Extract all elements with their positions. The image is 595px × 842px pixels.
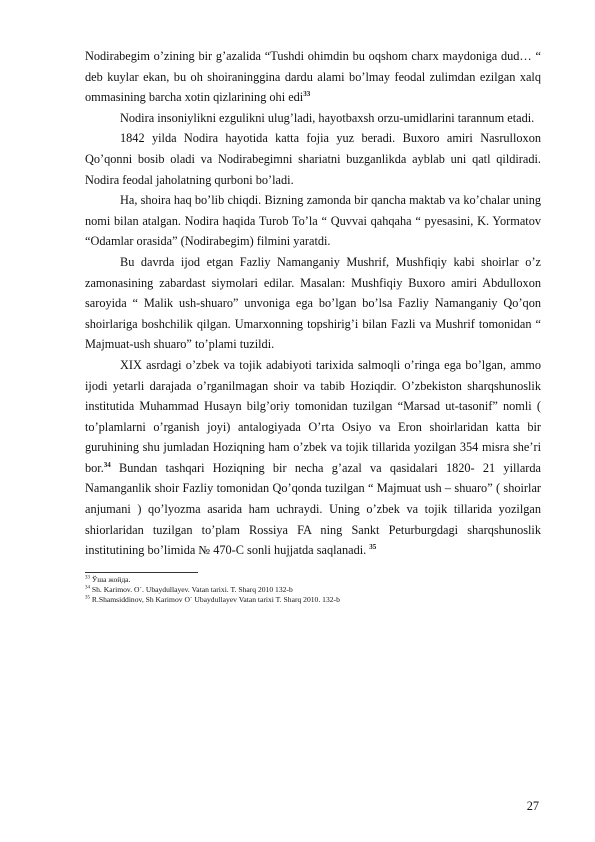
paragraph-4	[85, 190, 541, 252]
footnote-separator	[85, 572, 198, 573]
paragraph-text: 1842 yilda Nodira hayotida katta fojia yuz beradi. Buxoro amiri Nasrulloxon Qo’qonni bosib oladi va Nodirabegimni shariatni buzganlikda ayblab uni qatl qildiradi. Nodira feodal jaholatning qurboni bo’ladi.	[85, 131, 541, 187]
footnotes	[85, 575, 541, 605]
paragraph-6	[85, 355, 541, 561]
footnote-number: 35	[85, 595, 90, 601]
footnote-number: 34	[85, 585, 90, 591]
paragraph-3	[85, 128, 541, 190]
footnote-text: R.Shamsiddinov, Sh Karimov O` Ubaydullayev Vatan tarixi T. Sharq 2010. 132-b	[91, 594, 340, 604]
footnote-text: Sh. Karimov. O`. Ubaydullayev. Vatan tarixi. T. Sharq 2010 132-b	[91, 584, 293, 594]
document-body	[85, 46, 541, 605]
paragraph-text: Bu davrda ijod etgan Fazliy Namanganiy Mushrif, Mushfiqiy kabi shoirlar o’z zamonasining zabardast siymolari edilar. Masalan: Mushfiqiy Buxoro amiri Abdulloxon saroyida “ Malik ush-shuaro” unvoniga ega bo’lgan bo’lsa Fazliy Namanganiy Qo’qon shoirlariga boshchilik qilgan. Umarxonning topshirig’i bilan Fazli va Mushrif tomonidan “ Majmuat-ush shuaro” to’plami tuzildi.	[85, 254, 541, 352]
footnote-ref-33[interactable]: 33	[303, 90, 311, 99]
footnote-number: 33	[85, 575, 90, 581]
footnote-35	[85, 595, 541, 605]
paragraph-1	[85, 46, 541, 108]
footnote-33	[85, 575, 541, 585]
paragraph-text: Ha, shoira haq bo’lib chiqdi. Bizning zamonda bir qancha maktab va ko’chalar uning nomi bilan atalgan. Nodira haqida Turob To’la “ Quvvai qahqaha “ pyesasini, K. Yormatov “Odamlar orasida” (Nodirabegim) filmini yaratdi.	[85, 193, 541, 249]
paragraph-5	[85, 252, 541, 355]
paragraph-text-tail: Bundan tashqari Hoziqning bir necha g’azal va qasidalari 1820- 21 yillarda Namanganlik shoir Fazliy tomonidan Qo’qonda tuzilgan “ Majmuat ush – shuaro” ( shoirlar anjumani ) qo’lyozma asarida ham uchraydi. Uning o’zbek va tojik tillarida yozilgan shiorlaridan tuzilgan to’plam Rossiya FA ning Sankt Peturburgdagi sharqshunoslik institutining bo’limida № 470-C sonli hujjatda saqlanadi.	[85, 460, 541, 558]
footnote-34	[85, 585, 541, 595]
paragraph-text: Nodira insoniylikni ezgulikni ulug’ladi, hayotbaxsh orzu-umidlarini tarannum etadi.	[120, 110, 535, 125]
footnote-text: Ўша жойда.	[91, 574, 131, 584]
paragraph-text: XIX asrdagi o’zbek va tojik adabiyoti tarixida salmoqli o’ringa ega bo’lgan, ammo ijodi yetarli darajada o’rganilmagan shoir va tabib Hoziqdir. O’zbekiston sharqshunoslik institutida Muhammad Husayn bilg’oriy tomonidan tuzilgan “Marsad ut-tasonif” nomli ( to’plamlarni o’rganish joyi) antalogiyada O’rta Osiyo va Eron shoirlaridan katta bir guruhining shu jumladan Hoziqning ham o’zbek va tojik tillarida yozilgan 354 misra she’ri bor.	[85, 357, 541, 475]
page-number: 27	[526, 799, 539, 813]
footnote-ref-34[interactable]: 34	[103, 460, 111, 469]
paragraph-2	[85, 108, 541, 129]
paragraph-text: Nodirabegim o’zining bir g’azalida “Tushdi ohimdin bu oqshom charx maydoniga dud… “ deb kuylar ekan, bu oh shoiraninggina dardu alami bo’lmay feodal zulimdan ezilgan xalq ommasining barcha xotin qizlarining ohi edi	[85, 49, 541, 105]
footnote-ref-35[interactable]: 35	[369, 543, 377, 552]
